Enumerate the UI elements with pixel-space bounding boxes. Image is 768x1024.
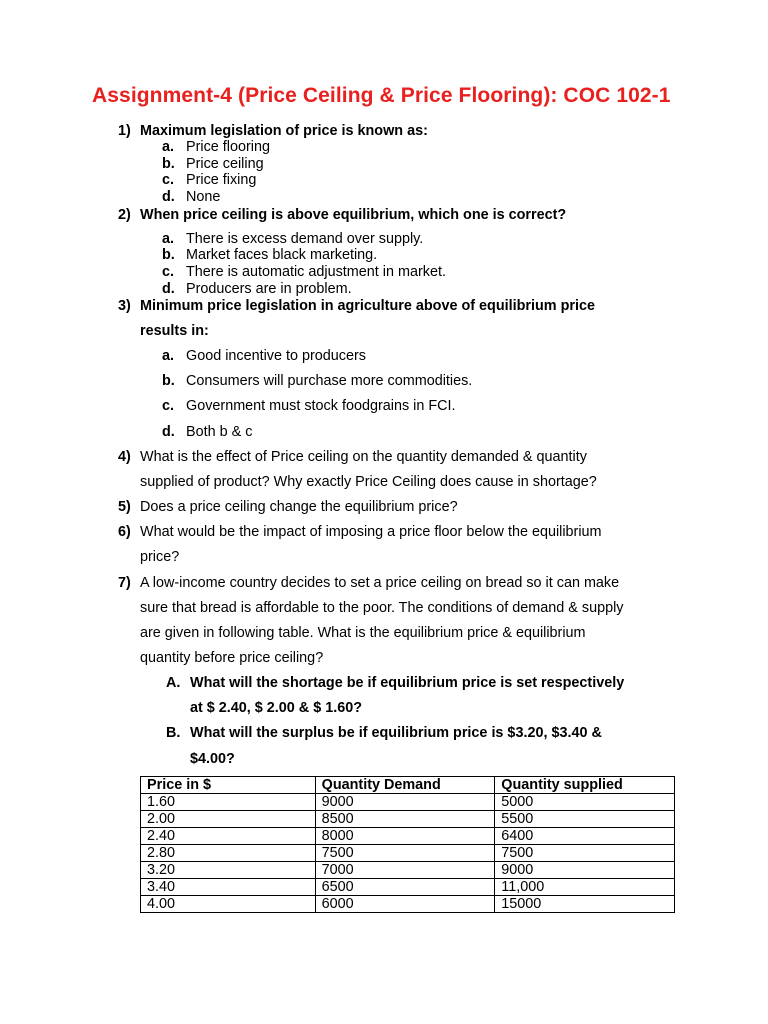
question-text-line: Does a price ceiling change the equilibrium price? bbox=[140, 499, 458, 515]
option: d. None bbox=[162, 189, 221, 205]
option: a. Good incentive to producers bbox=[162, 348, 366, 364]
table-row bbox=[141, 828, 675, 845]
question-text: When price ceiling is above equilibrium, which one is correct? bbox=[140, 207, 567, 223]
table-cell: 7000 bbox=[315, 862, 495, 879]
table-cell: 6400 bbox=[495, 828, 675, 845]
table-row bbox=[141, 879, 675, 896]
table-row bbox=[141, 794, 675, 811]
option: c. Government must stock foodgrains in FCI. bbox=[162, 398, 456, 414]
question-number: 5) bbox=[118, 499, 131, 515]
question-text-line: sure that bread is affordable to the poor. The conditions of demand & supply bbox=[140, 600, 624, 616]
table-cell: 9000 bbox=[495, 862, 675, 879]
question-number: 4) bbox=[118, 449, 131, 465]
table-row bbox=[141, 845, 675, 862]
table-cell: 2.00 bbox=[141, 811, 316, 828]
table-cell: 4.00 bbox=[141, 896, 316, 913]
question-number: 2) bbox=[118, 207, 131, 223]
demand-supply-table bbox=[140, 776, 675, 913]
option: b. Price ceiling bbox=[162, 156, 264, 172]
table-cell: 7500 bbox=[315, 845, 495, 862]
table-header-row bbox=[141, 777, 675, 794]
column-header: Quantity supplied bbox=[495, 777, 675, 794]
table-cell: 9000 bbox=[315, 794, 495, 811]
question-text: Maximum legislation of price is known as: bbox=[140, 123, 428, 139]
table-cell: 3.20 bbox=[141, 862, 316, 879]
option: b. Consumers will purchase more commodities. bbox=[162, 373, 473, 389]
question-number: 7) bbox=[118, 575, 131, 591]
question-number: 6) bbox=[118, 524, 131, 540]
option: b. Market faces black marketing. bbox=[162, 247, 378, 263]
subpart-text-line: What will the surplus be if equilibrium price is $3.20, $3.40 & bbox=[190, 725, 602, 741]
subpart-letter: A. bbox=[166, 675, 181, 691]
option: c. There is automatic adjustment in market. bbox=[162, 264, 446, 280]
table-cell: 2.40 bbox=[141, 828, 316, 845]
table-cell: 7500 bbox=[495, 845, 675, 862]
question-text-line: price? bbox=[140, 549, 180, 565]
option: a. There is excess demand over supply. bbox=[162, 231, 424, 247]
option: c. Price fixing bbox=[162, 172, 257, 188]
question-text-line: What is the effect of Price ceiling on the quantity demanded & quantity bbox=[140, 449, 587, 465]
page-title: Assignment-4 (Price Ceiling & Price Flooring): COC 102-1 bbox=[92, 84, 671, 107]
column-header: Price in $ bbox=[141, 777, 316, 794]
table-cell: 6000 bbox=[315, 896, 495, 913]
question-text-line: results in: bbox=[140, 323, 209, 339]
option: a. Price flooring bbox=[162, 139, 270, 155]
question-text-line: A low-income country decides to set a price ceiling on bread so it can make bbox=[140, 575, 620, 591]
question-text-line: Minimum price legislation in agriculture above of equilibrium price bbox=[140, 298, 595, 314]
option: d. Both b & c bbox=[162, 424, 253, 440]
question-number: 1) bbox=[118, 123, 131, 139]
subpart-text-line: What will the shortage be if equilibrium price is set respectively bbox=[190, 675, 625, 691]
question-text-line: What would be the impact of imposing a price floor below the equilibrium bbox=[140, 524, 602, 540]
subpart-letter: B. bbox=[166, 725, 181, 741]
table-cell: 11,000 bbox=[495, 879, 675, 896]
table-cell: 5000 bbox=[495, 794, 675, 811]
question-number: 3) bbox=[118, 298, 131, 314]
table-row bbox=[141, 896, 675, 913]
table-cell: 3.40 bbox=[141, 879, 316, 896]
question-text-line: are given in following table. What is the equilibrium price & equilibrium bbox=[140, 625, 586, 641]
table-cell: 2.80 bbox=[141, 845, 316, 862]
table-cell: 1.60 bbox=[141, 794, 316, 811]
option: d. Producers are in problem. bbox=[162, 281, 352, 297]
table-cell: 8000 bbox=[315, 828, 495, 845]
table-cell: 15000 bbox=[495, 896, 675, 913]
column-header: Quantity Demand bbox=[315, 777, 495, 794]
table-row bbox=[141, 811, 675, 828]
table-cell: 8500 bbox=[315, 811, 495, 828]
table-cell: 5500 bbox=[495, 811, 675, 828]
table-row bbox=[141, 862, 675, 879]
question-1 bbox=[118, 123, 131, 140]
subpart-text-line: $4.00? bbox=[190, 751, 235, 767]
subpart-text-line: at $ 2.40, $ 2.00 & $ 1.60? bbox=[190, 700, 362, 716]
table-cell: 6500 bbox=[315, 879, 495, 896]
question-text-line: quantity before price ceiling? bbox=[140, 650, 324, 666]
question-text-line: supplied of product? Why exactly Price Ceiling does cause in shortage? bbox=[140, 474, 597, 490]
